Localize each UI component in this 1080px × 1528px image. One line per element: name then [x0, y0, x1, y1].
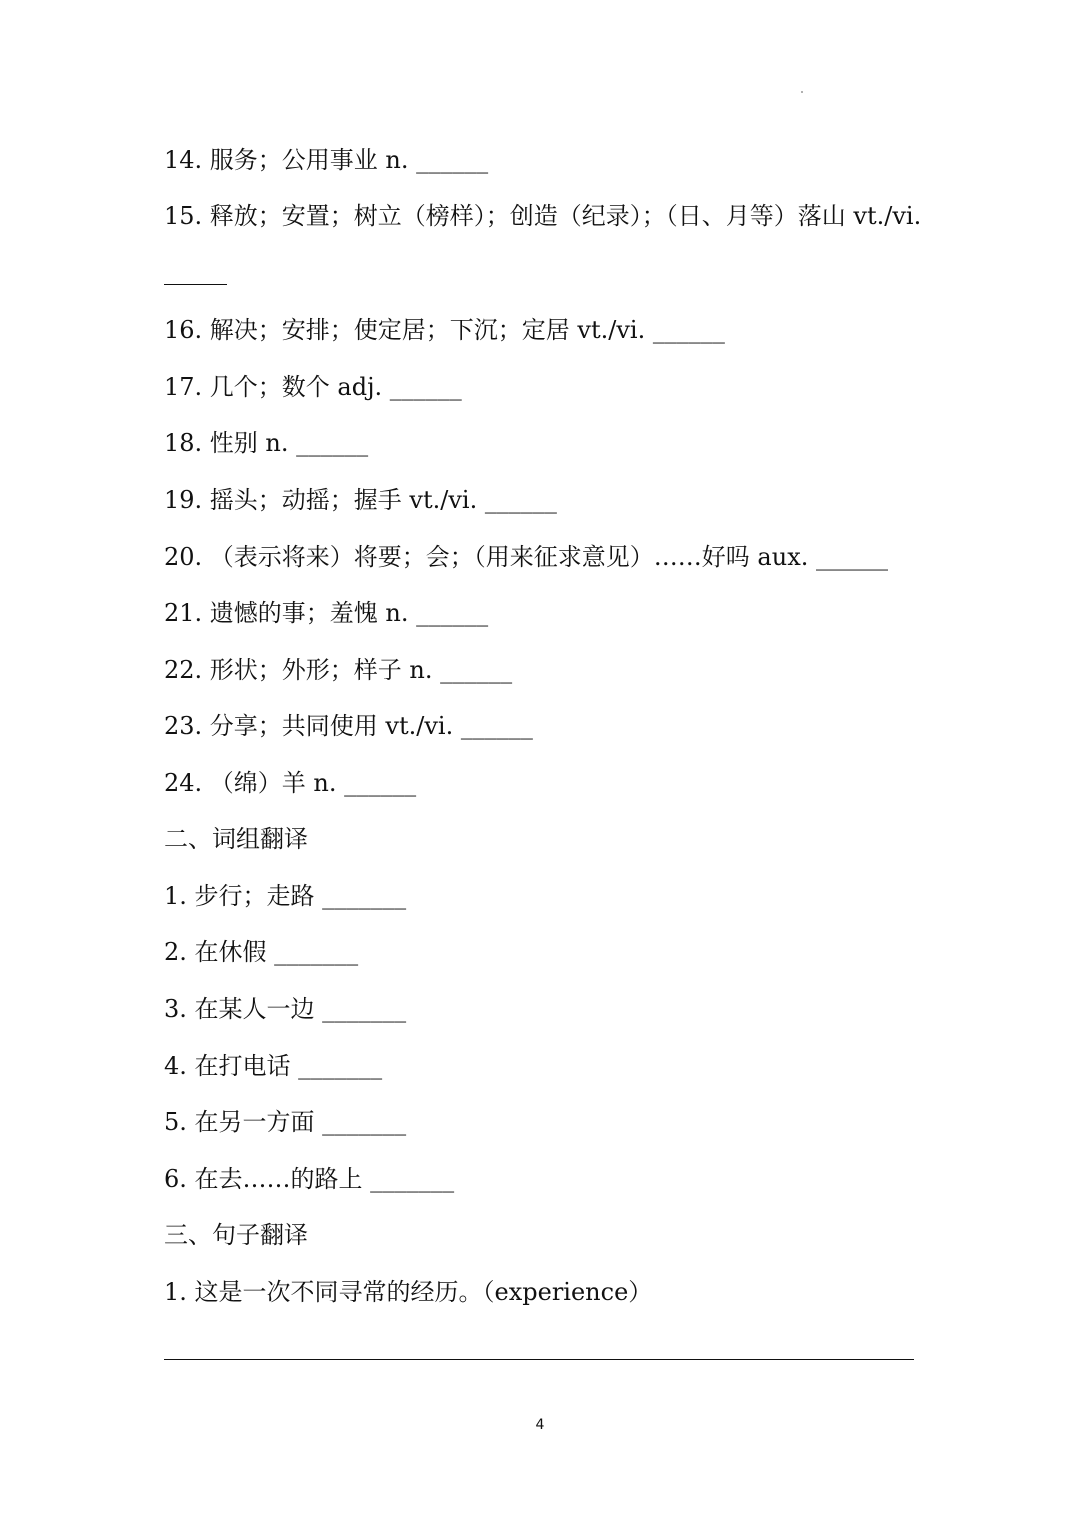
section-heading-sentences: 三、句子翻译 — [164, 1221, 308, 1249]
vocab-item-22: 22. 形状；外形；样子 n. ______ — [164, 656, 513, 684]
sentence-item-1: 1. 这是一次不同寻常的经历。（experience） — [164, 1278, 653, 1306]
sentence-1-answer-line[interactable] — [164, 1359, 914, 1360]
vocab-item-14: 14. 服务；公用事业 n. ______ — [164, 146, 489, 174]
phrase-item-1: 1. 步行；走路 _______ — [164, 882, 407, 910]
scan-dot-mark — [801, 91, 803, 93]
vocab-item-18: 18. 性别 n. ______ — [164, 429, 369, 457]
phrase-item-2: 2. 在休假 _______ — [164, 938, 359, 966]
vocab-item-21: 21. 遗憾的事；羞愧 n. ______ — [164, 599, 489, 627]
phrase-item-6: 6. 在去……的路上 _______ — [164, 1165, 455, 1193]
vocab-item-23: 23. 分享；共同使用 vt./vi. ______ — [164, 712, 533, 740]
vocab-item-19: 19. 摇头；动摇；握手 vt./vi. ______ — [164, 486, 557, 514]
vocab-item-15: 15. 释放；安置；树立（榜样）；创造（纪录）；（日、月等）落山 vt./vi. — [164, 202, 922, 230]
phrase-item-4: 4. 在打电话 _______ — [164, 1052, 383, 1080]
page-number: 4 — [535, 1417, 545, 1433]
vocab-item-17: 17. 几个；数个 adj. ______ — [164, 373, 462, 401]
phrase-item-5: 5. 在另一方面 _______ — [164, 1108, 407, 1136]
vocab-item-24: 24. （绵）羊 n. ______ — [164, 769, 417, 797]
vocab-item-16: 16. 解决；安排；使定居；下沉；定居 vt./vi. ______ — [164, 316, 725, 344]
vocab-item-20: 20. （表示将来）将要；会；（用来征求意见）……好吗 aux. ______ — [164, 543, 888, 571]
vocab-item-15-answer-blank[interactable] — [164, 284, 227, 285]
phrase-item-3: 3. 在某人一边 _______ — [164, 995, 407, 1023]
section-heading-phrases: 二、词组翻译 — [164, 825, 308, 853]
